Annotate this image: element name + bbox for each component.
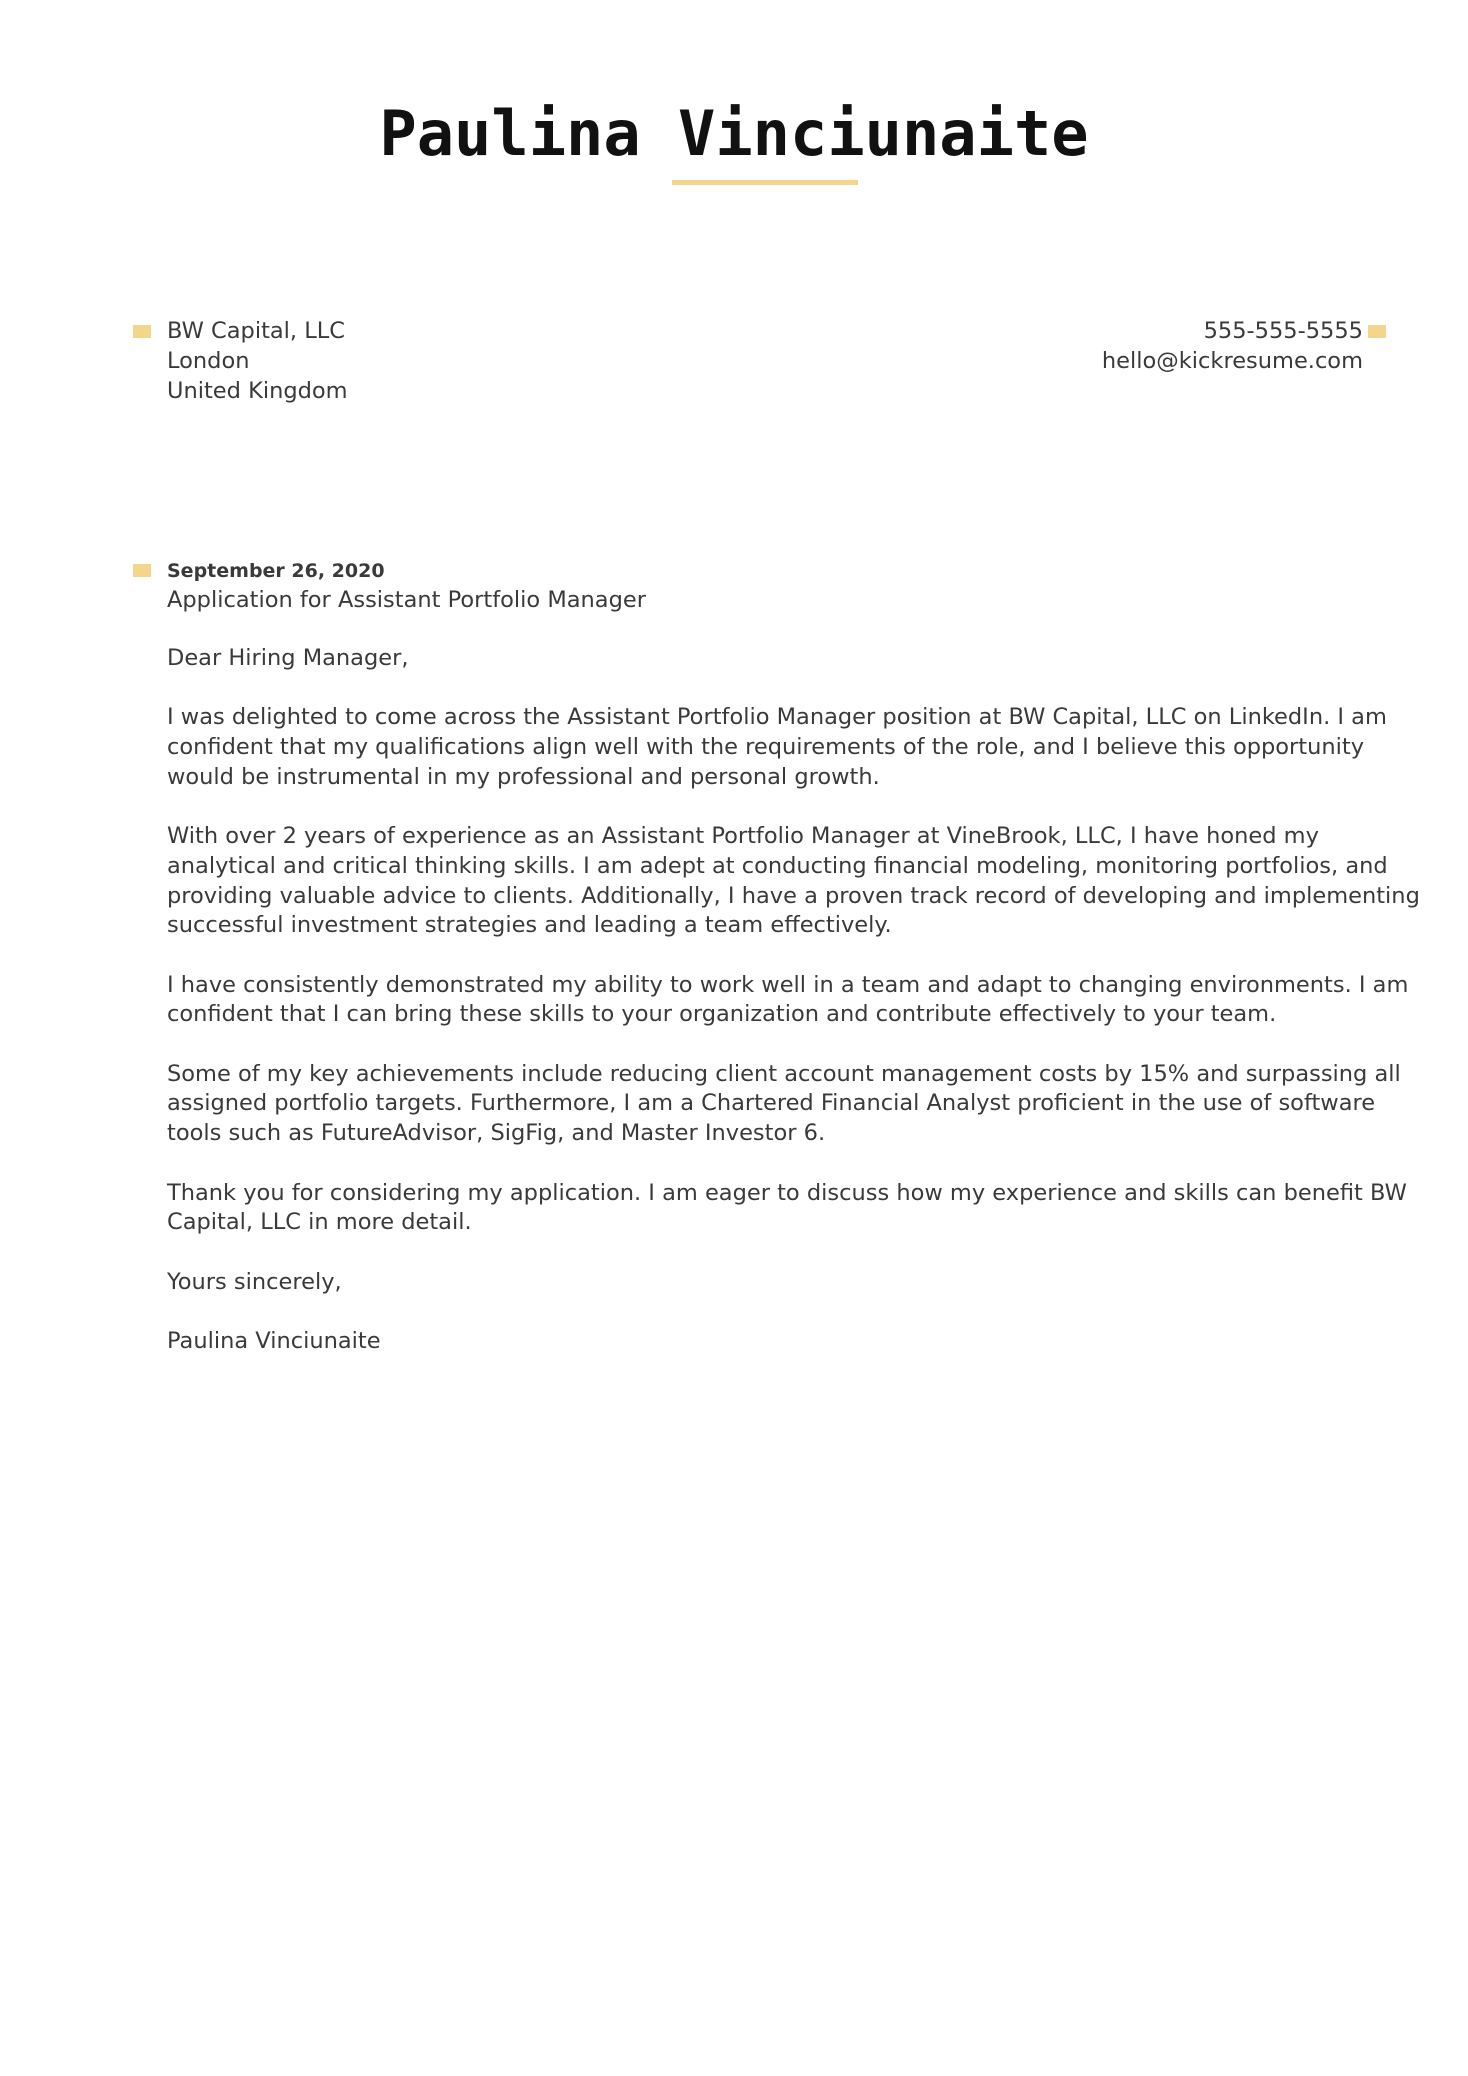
paragraph-line: analytical and critical thinking skills. I am adept at conducting financial modeling, monitoring portfolios, and	[167, 852, 1388, 879]
sender-phone: 555-555-5555	[1203, 318, 1363, 344]
sender-email: hello@kickresume.com	[1101, 348, 1363, 374]
paragraph-4	[167, 1060, 1401, 1149]
recipient-country: United Kingdom	[167, 378, 348, 404]
paragraph-line: I have consistently demonstrated my ability to work well in a team and adapt to changing environments. I am	[167, 971, 1409, 998]
sender-contact	[1102, 316, 1363, 376]
paragraph-line: With over 2 years of experience as an Assistant Portfolio Manager at VineBrook, LLC, I have honed my	[167, 823, 1319, 850]
paragraph-line: providing valuable advice to clients. Additionally, I have a proven track record of developing and implementing	[167, 882, 1420, 909]
signature: Paulina Vinciunaite	[167, 1328, 381, 1355]
paragraph-1	[167, 703, 1387, 792]
recipient-city: London	[167, 348, 250, 374]
sender-marker	[1368, 325, 1386, 338]
paragraph-3	[167, 971, 1409, 1030]
paragraph-line: Capital, LLC in more detail.	[167, 1209, 472, 1236]
letter-date: September 26, 2020	[167, 560, 385, 582]
recipient-company: BW Capital, LLC	[167, 318, 346, 344]
paragraph-line: assigned portfolio targets. Furthermore, I am a Chartered Financial Analyst proficient in the use of software	[167, 1090, 1376, 1117]
recipient-address	[167, 316, 348, 406]
paragraph-line: tools such as FutureAdvisor, SigFig, and Master Investor 6.	[167, 1120, 826, 1147]
paragraph-line: I was delighted to come across the Assistant Portfolio Manager position at BW Capital, LLC on LinkedIn. I am	[167, 704, 1387, 731]
letter-subject: Application for Assistant Portfolio Manager	[167, 587, 646, 613]
paragraph-line: confident that I can bring these skills to your organization and contribute effectively to your team.	[167, 1001, 1277, 1028]
salutation: Dear Hiring Manager,	[167, 645, 409, 671]
name-underline	[672, 180, 858, 185]
paragraph-2	[167, 822, 1420, 941]
date-marker	[133, 564, 151, 577]
paragraph-5	[167, 1179, 1407, 1238]
paragraph-line: would be instrumental in my professional and personal growth.	[167, 763, 880, 790]
closing: Yours sincerely,	[167, 1268, 342, 1295]
paragraph-line: Thank you for considering my application. I am eager to discuss how my experience and skills can benefit BW	[167, 1179, 1407, 1206]
paragraph-line: successful investment strategies and leading a team effectively.	[167, 912, 892, 939]
applicant-name: Paulina Vinciunaite	[379, 97, 1089, 170]
paragraph-line: confident that my qualifications align well with the requirements of the role, and I believe this opportunity	[167, 734, 1365, 761]
letter-body	[167, 644, 1420, 1386]
recipient-marker	[133, 325, 151, 338]
paragraph-line: Some of my key achievements include reducing client account management costs by 15% and surpassing all	[167, 1060, 1401, 1087]
